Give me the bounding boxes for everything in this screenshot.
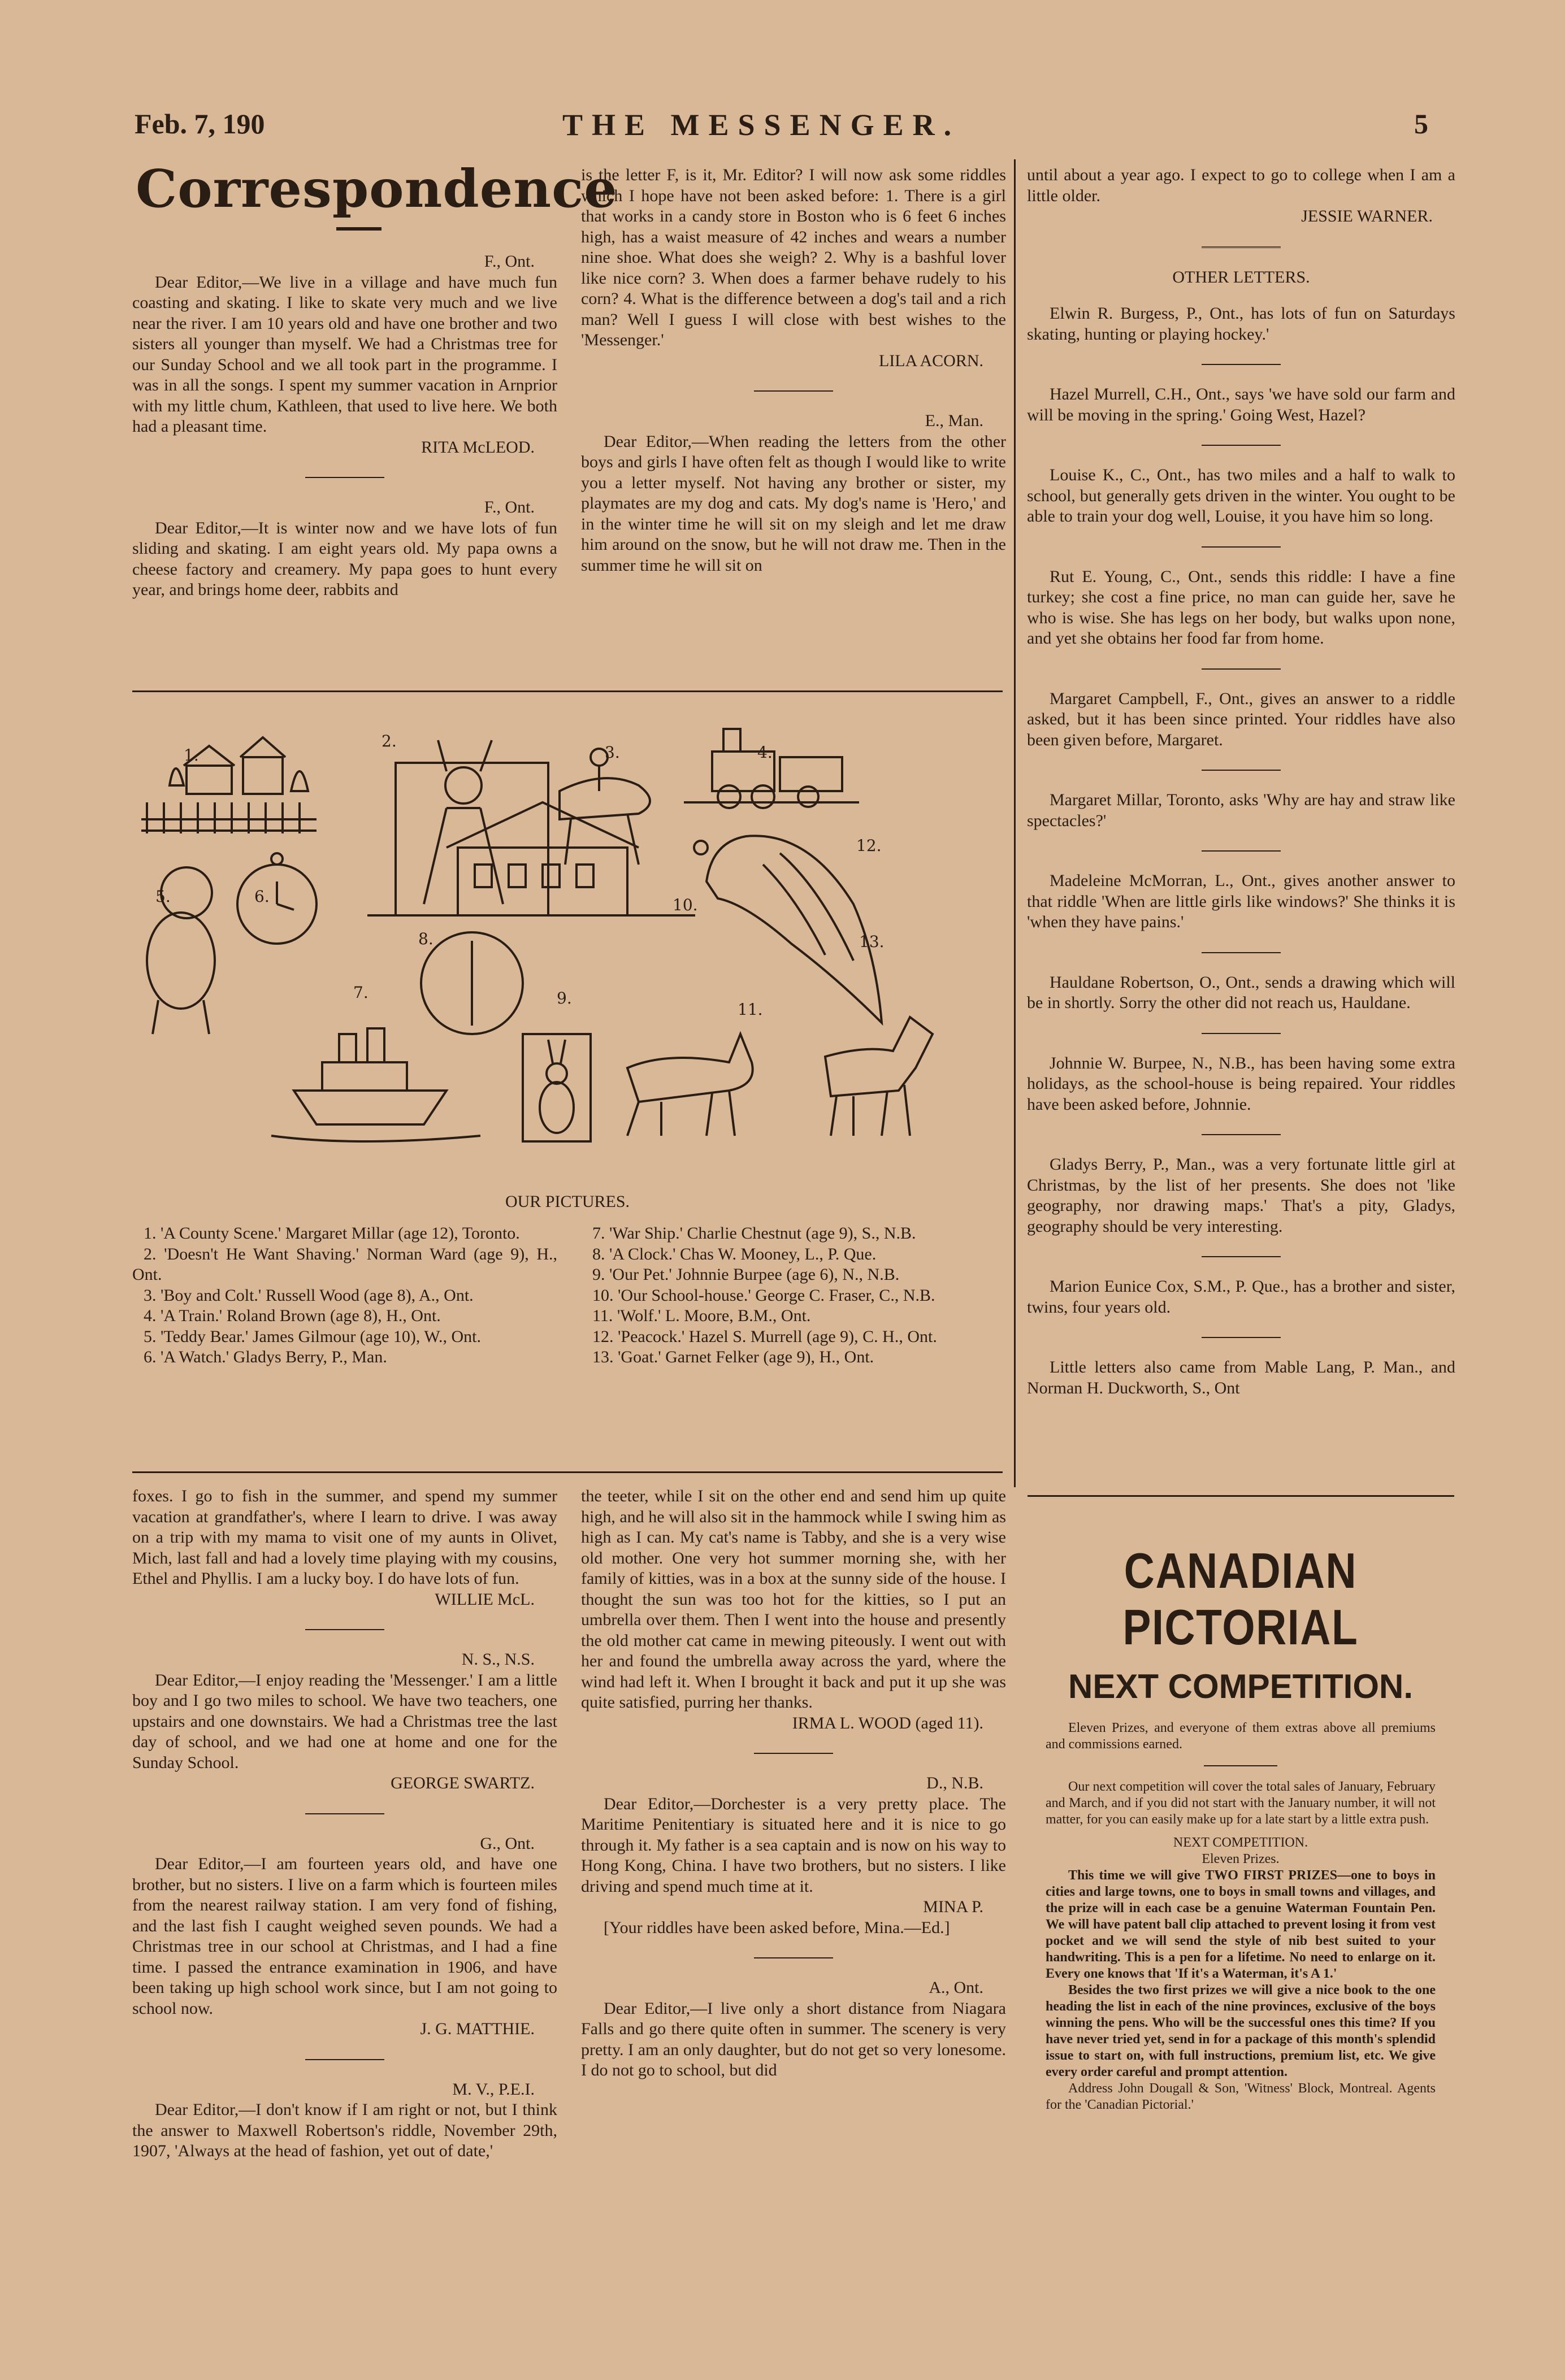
pictures-list-left <box>132 1223 557 1368</box>
drawing-label: 8. <box>418 930 433 948</box>
letter-paragraph: Dear Editor,—I don't know if I am right or not, but I think the answer to Maxwell Robertson's riddle, November 29th, 1907, 'Always at the head of fashion, yet out of date,' <box>132 2100 557 2160</box>
drawing-clock <box>421 932 523 1034</box>
letter-signature: JESSIE WARNER. <box>1301 207 1433 225</box>
letter-signature: MINA P. <box>923 1897 983 1916</box>
ad-intro: Eleven Prizes, and everyone of them extras above all premiums and commissions earned. <box>1046 1721 1436 1752</box>
letter-separator <box>1202 1033 1281 1034</box>
drawing-label: 7. <box>353 983 369 1002</box>
drawing-label: 13. <box>859 932 885 951</box>
drawing-war-ship <box>271 1028 480 1141</box>
drawing-label: 3. <box>605 743 620 762</box>
drawing-school-house <box>367 802 695 915</box>
letter-paragraph: Rut E. Young, C., Ont., sends this riddle: I have a fine turkey; she cost a fine price, no man can guide her, save he who is wise. She has legs on her body, but walks upon none, and yet she obtains her food far from home. <box>1027 567 1455 648</box>
letter-paragraph: Madeleine McMorran, L., Ont., gives another answer to that riddle 'When are little girls like windows?' She thinks it is 'when they have pains.' <box>1027 871 1455 931</box>
drawing-label: 5. <box>155 887 171 906</box>
letter-signature: WILLIE McL. <box>435 1589 535 1609</box>
letter-separator <box>1202 364 1281 365</box>
picture-caption: 3. 'Boy and Colt.' Russell Wood (age 8), A., Ont. <box>144 1285 474 1305</box>
section-rule <box>132 1471 1003 1473</box>
letter-separator <box>1202 546 1281 548</box>
picture-caption: 5. 'Teddy Bear.' James Gilmour (age 10), W., Ont. <box>144 1327 481 1346</box>
drawing-goat <box>825 1017 933 1136</box>
picture-caption: 13. 'Goat.' Garnet Felker (age 9), H., Ont. <box>592 1348 874 1366</box>
drawing-watch <box>237 853 317 944</box>
letter-separator <box>1202 668 1281 670</box>
picture-caption: 8. 'A Clock.' Chas W. Mooney, L., P. Que. <box>592 1244 877 1263</box>
ad-paragraph: Our next competition will cover the total sales of January, February and March, and if you did not start with the January number, it will not matter, for you can easily make up for a late start by a little extra push. <box>1046 1779 1436 1827</box>
picture-caption: 7. 'War Ship.' Charlie Chestnut (age 9), S., N.B. <box>592 1224 916 1243</box>
letter-paragraph: Elwin R. Burgess, P., Ont., has lots of fun on Saturdays skating, hunting or playing hockey.' <box>1027 304 1455 344</box>
spacer <box>1027 288 1455 303</box>
letter-separator <box>754 390 833 392</box>
letter-paragraph: is the letter F, is it, Mr. Editor? I will now ask some riddles which I hope have not been asked before: 1. There is a girl that works in a candy store in Boston who is 6 feet 6 inches high, has a waist measure of 42 inches and wears a number nine shoe. What does she weigh? 2. Why is a bashful lover like nice corn? 3. When does a farmer behave rudely to his corn? 4. What is the difference between a dog's tail and a rich man? Well I guess I will close with best wishes to the 'Messenger.' <box>581 166 1006 349</box>
letter-signature: A., Ont. <box>929 1978 983 1997</box>
drawing-label: 2. <box>382 732 397 750</box>
drawing-wolf <box>627 1034 753 1136</box>
picture-caption: 12. 'Peacock.' Hazel S. Murrell (age 9), C. H., Ont. <box>592 1327 937 1346</box>
masthead-title: THE MESSENGER. <box>562 108 961 142</box>
letter-paragraph: OTHER LETTERS. <box>1172 267 1310 286</box>
letter-separator <box>305 477 384 478</box>
canadian-pictorial-ad <box>1034 1543 1447 2113</box>
letter-separator <box>754 1957 833 1958</box>
letter-paragraph: Marion Eunice Cox, S.M., P. Que., has a brother and sister, twins, four years old. <box>1027 1277 1455 1317</box>
letter-signature: F., Ont. <box>484 252 535 271</box>
letter-paragraph: the teeter, while I sit on the other end and send him up quite high, and he will also sit in the hammock while I swing him as high as I can. My cat's name is Tabby, and she is a very wise old mother. One very hot summer morning she, with her family of kitties, was in a box at the sunny side of the house. I thought the sun was too hot for the kitties, so I put an umbrella over them. Then I went into the house and presently the old mother cat came in mewing piteously. I went out with her and found the umbrella away across the yard, where the wind had left it. When I brought it back and put it up she was quite satisfied, purring her thanks. <box>581 1487 1006 1712</box>
letter-paragraph: until about a year ago. I expect to go to college when I am a little older. <box>1027 166 1455 205</box>
ad-paragraph: Besides the two first prizes we will give a nice book to the one heading the list in each of the nine provinces, exclusive of the boys winning the pens. Who will be the successful ones this time? If you have never tried yet, send in for a package of this month's splendid issue to start on, with full instructions, premium list, etc. We give every order careful and prompt attention. <box>1046 1983 1436 2079</box>
drawing-county-scene <box>141 737 317 833</box>
page-number: 5 <box>1414 108 1428 140</box>
pictures-heading: OUR PICTURES. <box>505 1192 630 1211</box>
letter-separator <box>1202 952 1281 953</box>
drawing-label: 11. <box>738 1000 763 1019</box>
drawing-peacock <box>694 836 882 1023</box>
picture-caption: 4. 'A Train.' Roland Brown (age 8), H., Ont. <box>144 1306 441 1325</box>
column-1-bottom <box>132 1486 557 2162</box>
column-2-top <box>581 165 1006 576</box>
letter-paragraph: Hazel Murrell, C.H., Ont., says 'we have sold our farm and will be moving in the spring.' Going West, Hazel? <box>1027 385 1455 424</box>
letter-signature: RITA McLEOD. <box>421 437 535 457</box>
ad-address: Address John Dougall & Son, 'Witness' Block, Montreal. Agents for the 'Canadian Pictorial.' <box>1046 2081 1436 2112</box>
letter-separator <box>754 1753 833 1754</box>
letter-signature: IRMA L. WOOD (aged 11). <box>792 1713 983 1732</box>
letter-paragraph: [Your riddles have been asked before, Mina.—Ed.] <box>604 1918 950 1937</box>
letter-paragraph: Dear Editor,—We live in a village and have much fun coasting and skating. I like to skate very much and we live near the river. I am 10 years old and have one brother and two sisters all younger than myself. We had a Christmas tree for our Sunday School and we all took part in the programme. I was in all the songs. I spent my summer vacation in Arnprior with my little chum, Kathleen, that used to live here. We both had a pleasant time. <box>132 272 557 436</box>
children-drawings <box>130 718 1006 1153</box>
letter-separator <box>1202 246 1281 248</box>
letter-separator <box>1202 850 1281 852</box>
letter-separator <box>1202 1337 1281 1338</box>
letter-separator <box>1202 1134 1281 1135</box>
drawing-label: 10. <box>673 896 698 914</box>
letter-signature: G., Ont. <box>480 1834 535 1853</box>
letter-separator <box>1202 1256 1281 1257</box>
picture-caption: 9. 'Our Pet.' Johnnie Burpee (age 6), N., N.B. <box>592 1265 900 1284</box>
ad-subtitle: NEXT COMPETITION. <box>1068 1667 1414 1705</box>
letter-signature: N. S., N.S. <box>461 1650 535 1669</box>
picture-caption: 6. 'A Watch.' Gladys Berry, P., Man. <box>144 1348 387 1366</box>
issue-date: Feb. 7, 190 <box>135 108 265 140</box>
column-2-bottom <box>581 1486 1006 2081</box>
letter-separator <box>305 1629 384 1630</box>
letter-paragraph: Margaret Millar, Toronto, asks 'Why are hay and straw like spectacles?' <box>1027 791 1455 830</box>
section-rule <box>132 690 1003 692</box>
drawing-train <box>684 729 859 808</box>
letter-paragraph: Dear Editor,—Dorchester is a very pretty place. The Maritime Penitentiary is situated here and it is nice to go through it. My father is a sea captain and is now on his way to Hong Kong, China. I have two brothers, but no sisters. I like driving and spend much time at it. <box>581 1794 1006 1896</box>
ad-subheading: Eleven Prizes. <box>1202 1852 1280 1866</box>
letter-separator <box>1202 770 1281 771</box>
letter-paragraph: Louise K., C., Ont., has two miles and a half to walk to school, but generally gets driven in the winter. You ought to be able to train your dog well, Louise, it you have him so long. <box>1027 466 1455 525</box>
drawing-label: 6. <box>254 887 270 906</box>
pictures-list-right <box>581 1223 1006 1368</box>
letter-paragraph: Dear Editor,—When reading the letters from the other boys and girls I have often felt as though I would like to write you a letter myself. Not having any brother or sister, my playmates are my dog and cats. My dog's name is 'Hero,' and in the winter time he will sit on my sleigh and let me draw him around on the snow, but he will not draw me. Then in the summer time he will sit on <box>581 432 1006 575</box>
letter-paragraph: Dear Editor,—I enjoy reading the 'Messenger.' I am a little boy and I go two miles to school. We have two teachers, one upstairs and one downstairs. We had a Christmas tree the last day of school, and we had one at home and one for the Sunday School. <box>132 1670 557 1772</box>
column-3 <box>1027 165 1455 1399</box>
ad-title: CANADIAN PICTORIAL <box>1122 1543 1359 1655</box>
letter-paragraph: Gladys Berry, P., Man., was a very fortunate little girl at Christmas, by the list of her presents. She does not 'like geography, nor drawing maps.' That's a pity, Gladys, geography should be very interesting. <box>1027 1155 1455 1236</box>
picture-caption: 2. 'Doesn't He Want Shaving.' Norman Ward (age 9), H., Ont. <box>132 1244 557 1284</box>
column-rule <box>1014 159 1016 1487</box>
letter-signature: LILA ACORN. <box>878 351 983 370</box>
title-underline <box>336 227 382 231</box>
letter-paragraph: Dear Editor,—I live only a short distance from Niagara Falls and go there quite often in summer. The scenery is very pretty. I am an only daughter, but do not get so very lonesome. I do not go to school, but did <box>581 1999 1006 2079</box>
drawing-man-shaving <box>396 740 548 915</box>
section-rule <box>1028 1495 1454 1497</box>
letter-paragraph: Dear Editor,—I am fourteen years old, and have one brother, but no sisters. I live on a farm which is fourteen miles from the nearest railway station. I am very fond of fishing, and the last fish I caught weighed seven pounds. We had a Christmas tree in our school at Christmas, and I had a fine time. I passed the entrance examination in 1906, and have been taking up high school work since, but I am not going to school now. <box>132 1855 557 2018</box>
letter-paragraph: Johnnie W. Burpee, N., N.B., has been having some extra holidays, as the school-house is being repaired. Your riddles have been asked before, Johnnie. <box>1027 1053 1455 1114</box>
section-title: Correspondence <box>136 158 618 219</box>
letter-paragraph: foxes. I go to fish in the summer, and spend my summer vacation at grandfather's, where I learn to drive. I was away on a trip with my mama to visit one of my aunts in Olivet, Mich, last fall and had a lovely time playing with my cousins, Ethel and Phyllis. I am a lucky boy. I do have lots of fun. <box>132 1487 557 1588</box>
letter-paragraph: Hauldane Robertson, O., Ont., sends a drawing which will be in shortly. Sorry the other did not reach us, Hauldane. <box>1027 972 1455 1012</box>
ad-divider <box>1204 1765 1277 1766</box>
letter-separator <box>305 1813 384 1814</box>
drawing-label: 12. <box>856 836 882 855</box>
letter-separator <box>305 2059 384 2060</box>
picture-caption: 10. 'Our School-house.' George C. Fraser, C., N.B. <box>592 1285 935 1305</box>
letter-paragraph: Dear Editor,—It is winter now and we have lots of fun sliding and skating. I am eight years old. My papa owns a cheese factory and creamery. My papa goes to hunt every year, and brings home deer, rabbits and <box>132 518 557 599</box>
letter-signature: GEORGE SWARTZ. <box>391 1774 535 1792</box>
letter-signature: F., Ont. <box>484 498 535 516</box>
picture-caption: 11. 'Wolf.' L. Moore, B.M., Ont. <box>592 1306 811 1325</box>
letter-signature: D., N.B. <box>926 1774 983 1792</box>
ad-heading: NEXT COMPETITION. <box>1173 1835 1308 1850</box>
letter-signature: E., Man. <box>925 411 983 430</box>
letter-signature: J. G. MATTHIE. <box>420 2019 535 2038</box>
letter-signature: M. V., P.E.I. <box>452 2079 535 2099</box>
letter-separator <box>1202 445 1281 446</box>
drawing-rabbit <box>523 1034 591 1141</box>
drawing-label: 9. <box>557 989 572 1007</box>
ad-paragraph: This time we will give TWO FIRST PRIZES—one to boys in cities and large towns, one to boys in small towns and villages, and the prize will in each case be a genuine Waterman Fountain Pen. We will have patent ball clip attached to prevent losing it from vest pocket and we will send the style of nib best suited to your handwriting. This is a pen for a lifetime. No need to enlarge on it. Every one knows that 'If it's a Waterman, it's A 1.' <box>1046 1868 1436 1981</box>
column-1-top <box>132 251 557 601</box>
drawing-label: 4. <box>757 743 773 762</box>
letter-paragraph: Little letters also came from Mable Lang, P. Man., and Norman H. Duckworth, S., Ont <box>1027 1358 1455 1397</box>
drawing-label: 1. <box>184 746 199 765</box>
picture-caption: 1. 'A County Scene.' Margaret Millar (age 12), Toronto. <box>144 1224 520 1243</box>
letter-paragraph: Margaret Campbell, F., Ont., gives an answer to a riddle asked, but it has been since printed. Your riddles have also been given before, Margaret. <box>1027 689 1455 749</box>
